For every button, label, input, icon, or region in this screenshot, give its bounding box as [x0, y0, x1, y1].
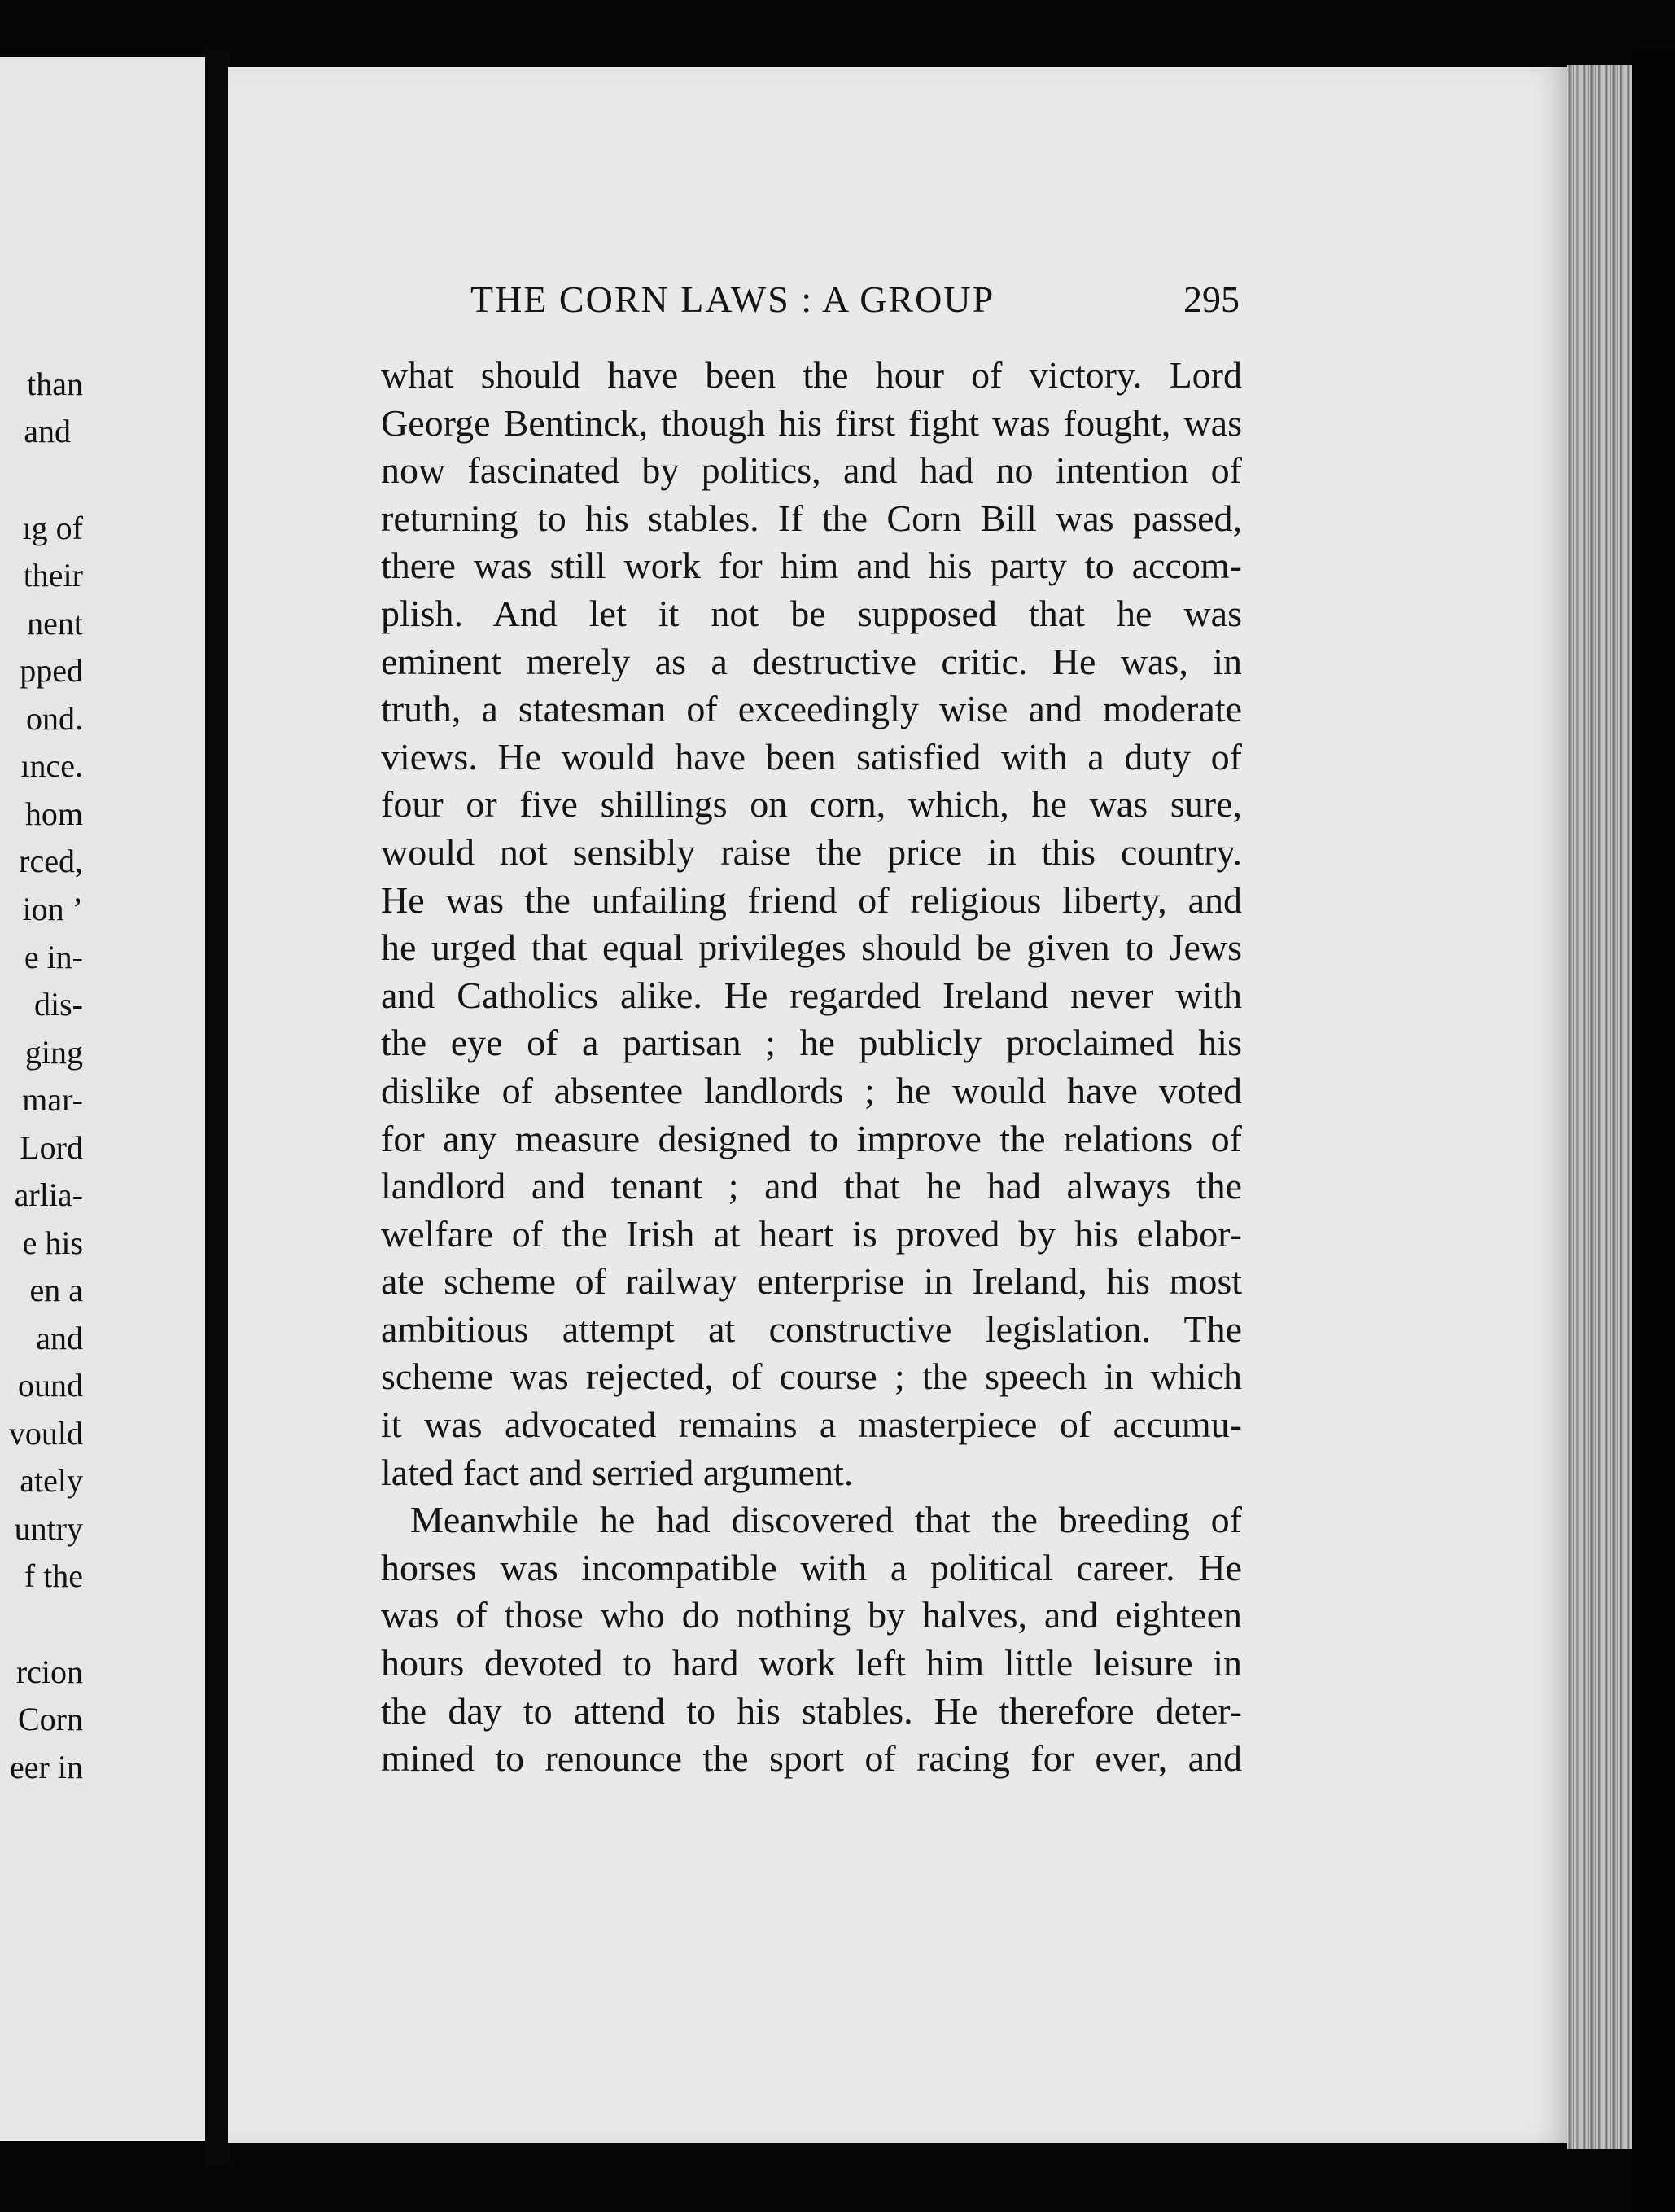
text-line: George Bentinck, though his first fight was fought, was [381, 401, 1242, 444]
text-line: eminent merely as a destructive critic. He was, in [381, 640, 1242, 682]
text-line: the eye of a partisan ; he publicly proclaimed his [381, 1022, 1242, 1064]
left-line: and [36, 1320, 83, 1356]
left-line: Lord [20, 1129, 83, 1166]
text-line: plish. And let it not be supposed that he was [381, 592, 1242, 634]
left-line: ound [18, 1367, 83, 1404]
page-edges [1567, 65, 1632, 2149]
left-line: pped [20, 652, 83, 689]
text-line: it was advocated remains a masterpiece of accumu- [381, 1404, 1242, 1446]
left-line: arlia- [14, 1176, 83, 1213]
left-line: nent [27, 605, 83, 642]
left-line: e in- [24, 939, 83, 975]
text-line: views. He would have been satisfied with a duty of [381, 735, 1242, 777]
left-line: ınce. [20, 747, 83, 784]
text-line: for any measure designed to improve the relations of [381, 1117, 1242, 1159]
left-line: hom [24, 795, 83, 832]
left-line: mar- [22, 1081, 83, 1118]
left-line: their [23, 557, 83, 594]
text-line: ambitious attempt at constructive legislation. The [381, 1307, 1242, 1350]
text-line: dislike of absentee landlords ; he would have voted [381, 1069, 1242, 1111]
text-line: landlord and tenant ; and that he had always the [381, 1165, 1242, 1207]
scan-border [1632, 49, 1675, 2212]
left-line: f the [24, 1557, 83, 1594]
left-line: Corn [18, 1701, 83, 1737]
body-text [381, 352, 1242, 1783]
left-line: rced, [19, 843, 83, 879]
text-line: what should have been the hour of victory. Lord [381, 354, 1242, 396]
text-line: would not sensibly raise the price in this country. [381, 830, 1242, 873]
left-page-fragment [0, 57, 205, 2141]
text-line: there was still work for him and his party to accom- [381, 545, 1242, 587]
left-line: ion ’ [22, 891, 83, 927]
text-line: truth, a statesman of exceedingly wise and moderate [381, 688, 1242, 730]
text-line: was of those who do nothing by halves, and eighteen [381, 1594, 1242, 1636]
running-head: THE CORN LAWS : A GROUP [470, 278, 995, 320]
text-line: and Catholics alike. He regarded Ireland never with [381, 974, 1242, 1016]
text-line: horses was incompatible with a political career. He [381, 1546, 1242, 1588]
left-line: ıg of [22, 510, 83, 546]
book-gutter [205, 49, 230, 2166]
text-line: he urged that equal privileges should be given to Jews [381, 926, 1242, 969]
left-line: e his [22, 1224, 83, 1261]
left-line: en a [29, 1272, 83, 1308]
text-line: mined to renounce the sport of racing for ever, and [381, 1737, 1242, 1780]
left-line: and [24, 413, 71, 449]
left-line: vould [8, 1415, 83, 1452]
left-line: dis- [34, 986, 83, 1023]
text-line: He was the unfailing friend of religious liberty, and [381, 878, 1242, 921]
text-line: now fascinated by politics, and had no intention of [381, 449, 1242, 492]
left-line: untry [14, 1510, 83, 1547]
left-line: ately [20, 1462, 83, 1499]
text-line: the day to attend to his stables. He therefore deter- [381, 1689, 1242, 1732]
text-line: four or five shillings on corn, which, he was sure, [381, 783, 1242, 826]
left-line: eer in [10, 1749, 83, 1785]
left-line: ging [24, 1034, 83, 1071]
page-number: 295 [1183, 278, 1240, 320]
text-line: lated fact and serried argument. [381, 1451, 854, 1493]
text-line: welfare of the Irish at heart is proved by his elabor- [381, 1212, 1242, 1255]
text-line: scheme was rejected, of course ; the speech in which [381, 1356, 1242, 1398]
left-line: rcion [15, 1654, 83, 1690]
text-line: Meanwhile he had discovered that the breeding of [410, 1499, 1242, 1541]
text-line: ate scheme of railway enterprise in Ireland, his most [381, 1260, 1242, 1303]
text-line: returning to his stables. If the Corn Bill was passed, [381, 497, 1242, 539]
left-line: than [27, 366, 83, 402]
left-line: ond. [26, 700, 83, 737]
text-line: hours devoted to hard work left him little leisure in [381, 1642, 1242, 1684]
